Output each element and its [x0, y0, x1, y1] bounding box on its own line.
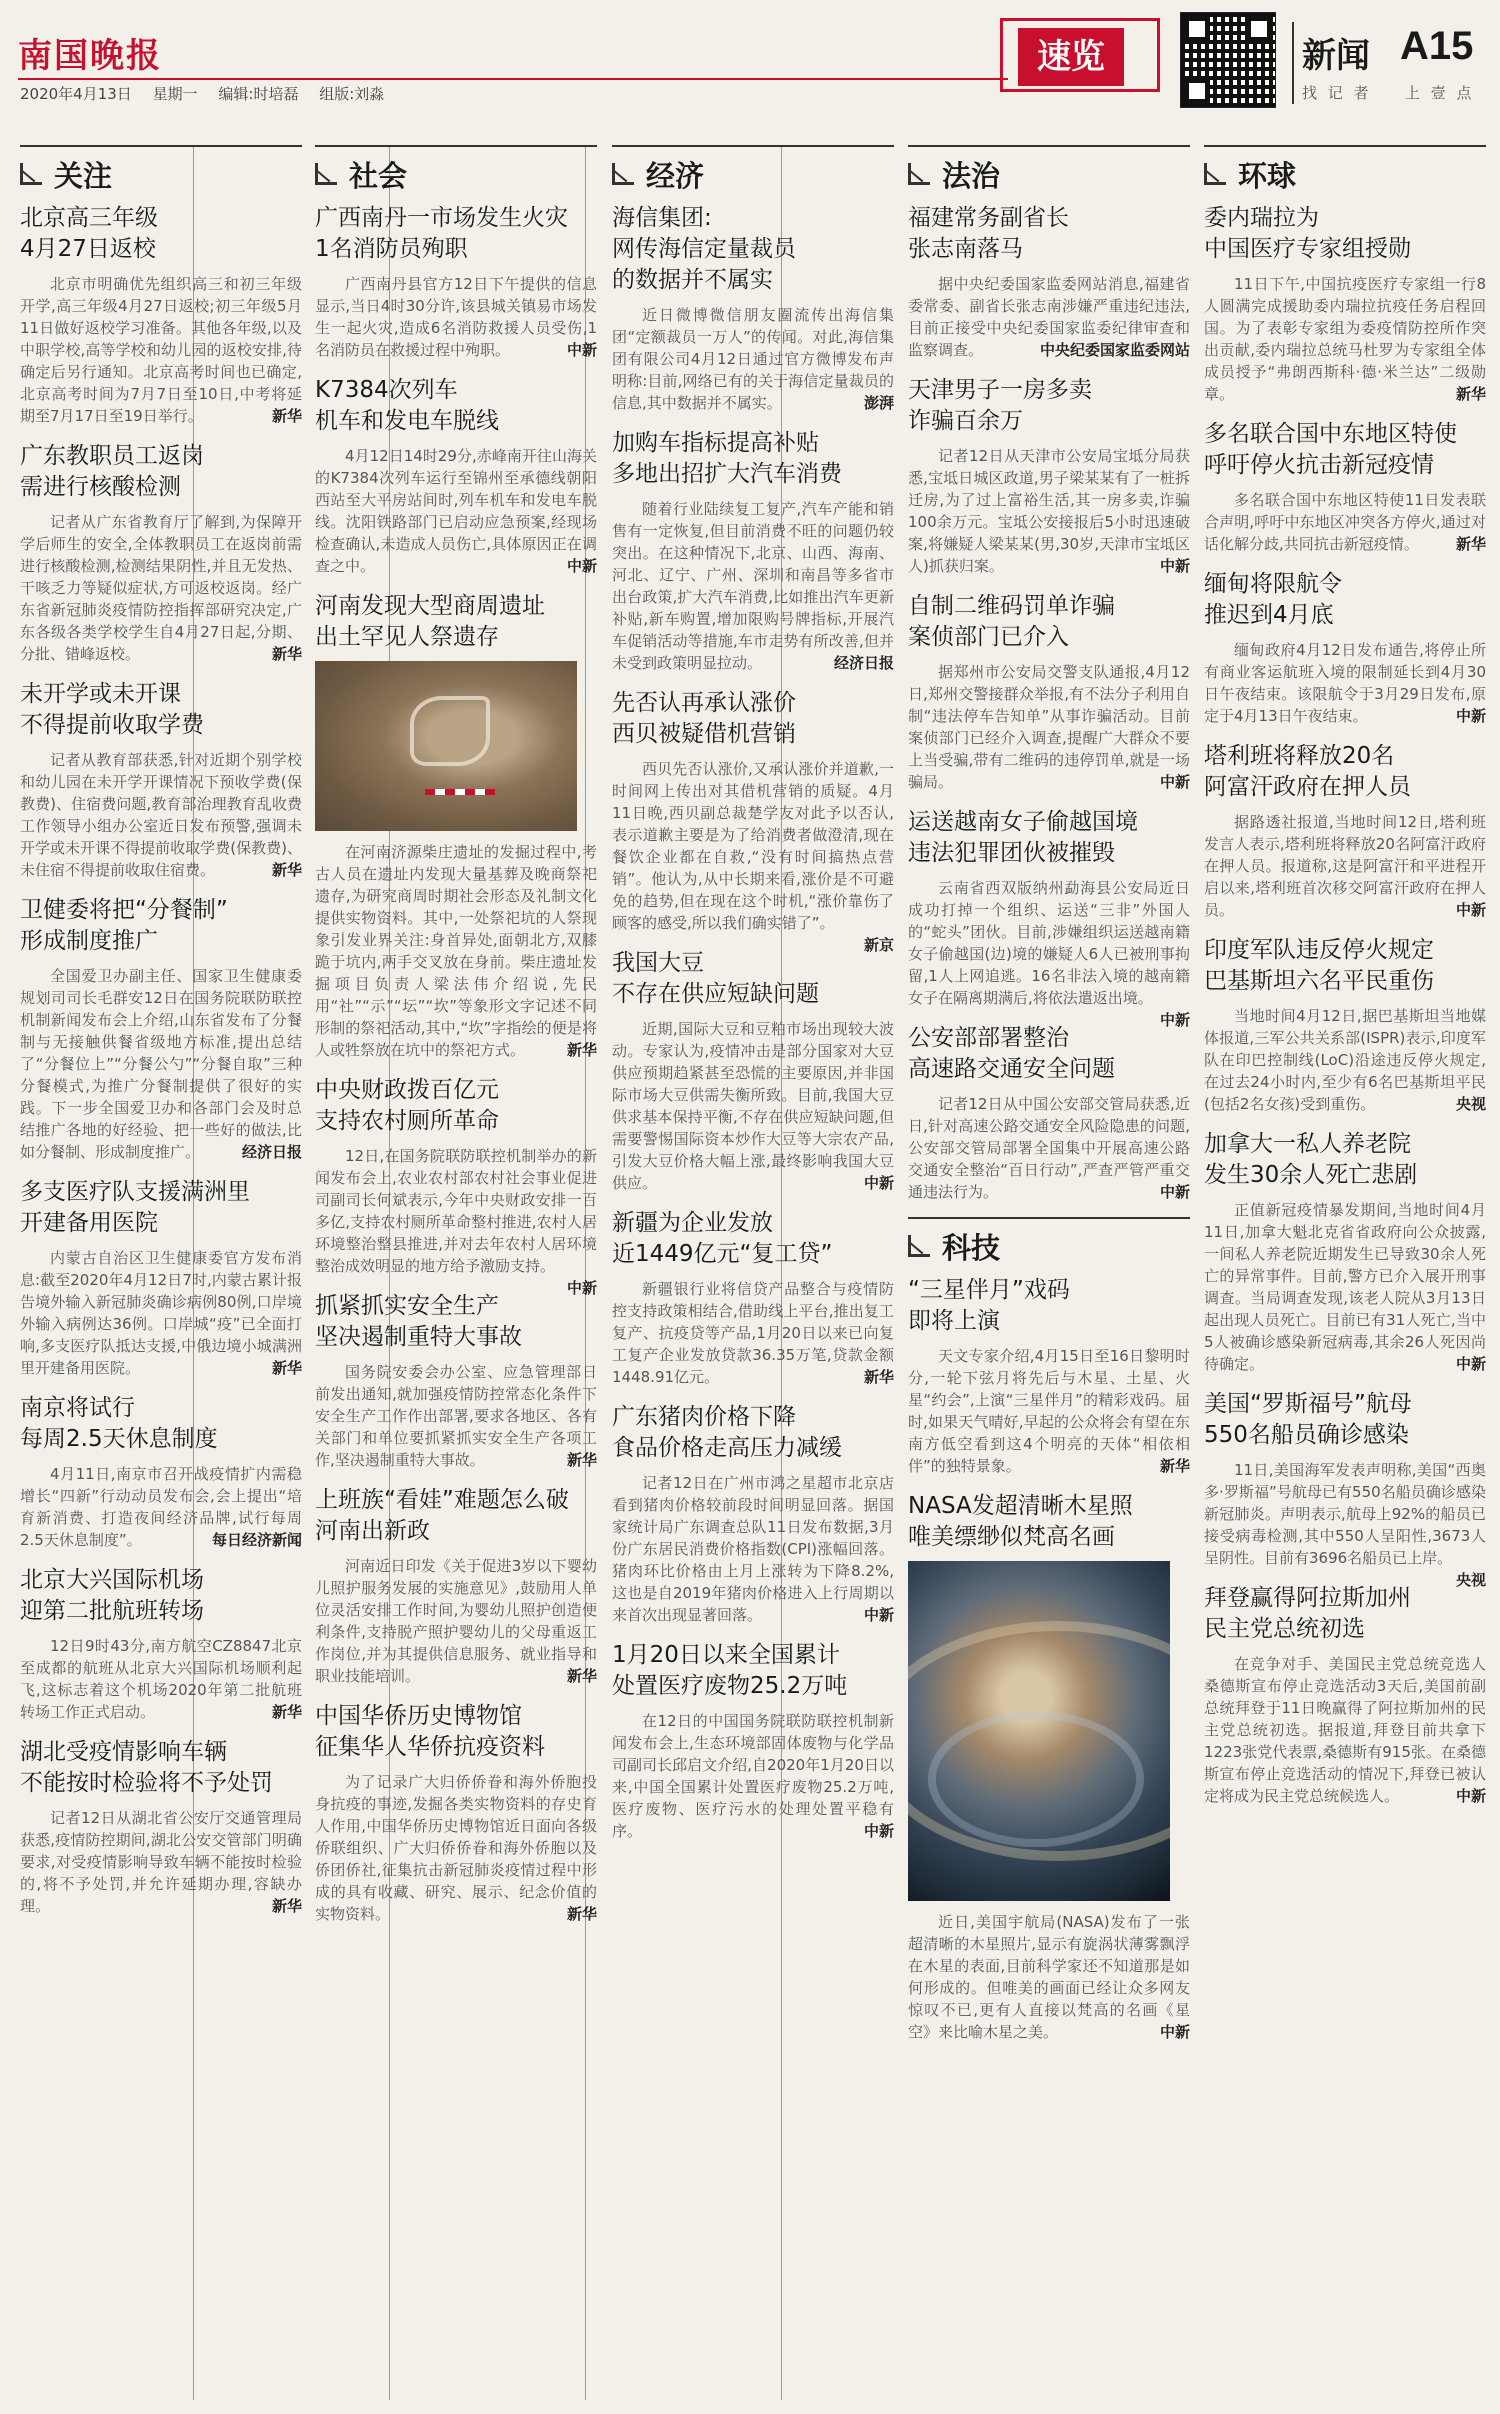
article-body: 西贝先否认涨价,又承认涨价并道歉,一时间网上传出对其借机营销的质疑。4月11日晚,西贝副总裁楚学友对此予以否认,表示道歉主要是为了给消费者做澄清,现在餐饮企业都在自救,“没有时间搞热点营销”。他认为,从中长期来看,涨价是不可避免的趋势,但在现在这个时机,“涨价靠伤了顾客的感受,所以我们确实错了”。 新京 — [612, 760, 894, 954]
article-source: 中新 — [863, 1606, 894, 1624]
column-header — [908, 1217, 1190, 1267]
column-header — [1204, 145, 1486, 195]
article-headline[interactable]: 天津男子一房多卖 诈骗百余万 — [908, 377, 1092, 434]
article-body: 在12日的中国国务院联防联控机制新闻发布会上,生态环境部固体废物与化学品司副司长邱启文介绍,自2020年1月20日以来,中国全国累计处置医疗废物25.2万吨,医疗废物、医疗污水的处理处置平稳有序。 中新 — [612, 1712, 894, 1840]
article-headline[interactable]: 委内瑞拉为 中国医疗专家组授勋 — [1204, 205, 1411, 262]
article[interactable] — [1204, 1129, 1486, 1375]
article-source: 经济日报 — [833, 654, 894, 672]
article-source: 澎湃 — [863, 394, 894, 412]
article-body: 近日,美国宇航局(NASA)发布了一张超清晰的木星照片,显示有旋涡状薄雾飘浮在木星的表面,目前科学家还不知道那是如何形成的。但唯美的画面已经让众多网友惊叹不已,更有人直接以梵高的名画《星空》来比喻木星之美。 中新 — [908, 1913, 1190, 2041]
article[interactable] — [315, 591, 597, 1061]
article-body: 云南省西双版纳州勐海县公安局近日成功打掉一个组织、运送“三非”外国人的“蛇头”团伙。目前,涉嫌组织运送越南籍女子偷越国(边)境的嫌疑人6人已被刑事拘留,1人上网追逃。16名非法入境的越南籍女子在隔离期满后,将依法遣返出境。 中新 — [908, 879, 1190, 1029]
column-2 — [315, 145, 597, 2400]
article-headline[interactable]: K7384次列车 机车和发电车脱线 — [315, 377, 499, 434]
article[interactable] — [908, 375, 1190, 577]
article[interactable] — [20, 1737, 302, 1917]
article-source: 中新 — [1159, 2023, 1190, 2041]
column-title: 经济 — [646, 158, 705, 193]
article-body: 内蒙古自治区卫生健康委官方发布消息:截至2020年4月12日7时,内蒙古累计报告境外输入新冠肺炎确诊病例80例,口岸境外输入病例达36例。口岸城“疫”已全面打响,多支医疗队抵达支援,中俄边境小城满洲里开建备用医院。 新华 — [20, 1249, 302, 1377]
article-headline[interactable]: 塔利班将释放20名 阿富汗政府在押人员 — [1204, 743, 1411, 800]
article[interactable] — [20, 441, 302, 665]
article-headline[interactable]: NASA发超清晰木星照 唯美缥缈似梵高名画 — [908, 1493, 1133, 1550]
contact-label: 上 壹 点 — [1405, 84, 1475, 102]
issue-date: 2020年4月13日 — [20, 85, 132, 103]
article-source: 新华 — [271, 1359, 302, 1377]
article[interactable] — [908, 1023, 1190, 1203]
article-headline[interactable]: 印度军队违反停火规定 巴基斯坦六名平民重伤 — [1204, 937, 1434, 994]
column-title: 环球 — [1238, 158, 1297, 193]
article-headline[interactable]: “三星伴月”戏码 即将上演 — [908, 1277, 1070, 1334]
section-arrow-icon — [612, 163, 634, 185]
article[interactable] — [20, 679, 302, 881]
article-body: 全国爱卫办副主任、国家卫生健康委规划司司长毛群安12日在国务院联防联控机制新闻发布会上介绍,山东省发布了分餐制与无接触供餐省级地方标准,提出总结了“分餐位上”“分餐公勺”“分餐自取”三种分餐模式,为推广分餐制提供了很好的实践。下一步全国爱卫办和各部门会及时总结推广各地的好经验、把一些好的做法,比如分餐制、形成制度推广。 经济日报 — [20, 967, 302, 1161]
article-source: 经济日报 — [241, 1143, 302, 1161]
article[interactable] — [20, 1565, 302, 1723]
article-body: 北京市明确优先组织高三和初三年级开学,高三年级4月27日返校;初三年级5月11日做好返校学习准备。其他各年级,以及中职学校,高等学校和幼儿园的返校安排,待确定后另行通知。北京高考时间也已确定,北京高考时间为7月7日至10日,中考将延期至7月17日至19日举行。 新华 — [20, 275, 302, 425]
article-source: 中新 — [1455, 901, 1486, 919]
masthead — [0, 0, 1500, 120]
article[interactable] — [1204, 569, 1486, 727]
article-body: 12日,在国务院联防联控机制举办的新闻发布会上,农业农村部农村社会事业促进司副司长何斌表示,今年中央财政安排一百多亿,支持农村厕所革命整村推进,农村人居环境整治整县推进,并对去年农村人居环境整治成效明显的地方给予激励支持。 中新 — [315, 1147, 597, 1297]
article-source: 中新 — [566, 1279, 597, 1297]
article[interactable] — [908, 1491, 1190, 2043]
article-body: 天文专家介绍,4月15日至16日黎明时分,一轮下弦月将先后与木星、土星、火星“约会”,上演“三星伴月”的精彩戏码。届时,如果天气晴好,早起的公众将会有望在东南方低空看到这4个明亮的天体“相依相伴”的独特景象。 新华 — [908, 1347, 1190, 1475]
article-body: 多名联合国中东地区特使11日发表联合声明,呼吁中东地区冲突各方停火,通过对话化解分歧,共同抗击新冠疫情。 新华 — [1204, 491, 1486, 553]
article-body: 11日下午,中国抗疫医疗专家组一行8人圆满完成援助委内瑞拉抗疫任务启程回国。为了表彰专家组为委疫情防控所作突出贡献,委内瑞拉总统马杜罗为专家组全体成员授予“弗朗西斯科·德·米兰达”二级勋章。 新华 — [1204, 275, 1486, 403]
article-headline[interactable]: 多支医疗队支援满洲里 开建备用医院 — [20, 1179, 250, 1236]
article[interactable] — [612, 688, 894, 954]
article-body: 正值新冠疫情暴发期间,当地时间4月11日,加拿大魁北克省省政府向公众披露,一间私人养老院近期发生已导致30余人死亡的异常事件。目前,警方已介入展开刑事调查。当局调查发现,该老人院从3月13日起出现人员死亡。目前已有31人死亡,当中5人被确诊感染新冠病毒,其余26人死因尚待确定。 中新 — [1204, 1201, 1486, 1373]
article-source: 新华 — [271, 1703, 302, 1721]
article-body: 记者从教育部获悉,针对近期个别学校和幼儿园在未开学开课情况下预收学费(保教费)、住宿费问题,教育部治理教育乱收费工作领导小组办公室近日发布预警,强调未开学或未开课不得提前收取学费(保教费)、未住宿不得提前收取住宿费。 新华 — [20, 751, 302, 879]
article-body: 据路透社报道,当地时间12日,塔利班发言人表示,塔利班将释放20名阿富汗政府在押人员。报道称,这是阿富汗和平进程开启以来,塔利班首次移交阿富汗政府在押人员。 中新 — [1204, 813, 1486, 919]
article[interactable] — [315, 1701, 597, 1925]
article-headline[interactable]: 美国“罗斯福号”航母 550名船员确诊感染 — [1204, 1391, 1412, 1448]
article-source: 中央纪委国家监委网站 — [1039, 341, 1190, 359]
article-body: 记者12日在广州市鸿之星超市北京店看到猪肉价格较前段时间明显回落。据国家统计局广东调查总队11日发布数据,3月份广东居民消费价格指数(CPI)涨幅回落。猪肉环比价格由上月上涨转为下降8.2%,这也是自2019年猪肉价格进入上行周期以来首次出现显著回落。 中新 — [612, 1474, 894, 1624]
article[interactable] — [20, 895, 302, 1163]
article-body: 在竞争对手、美国民主党总统竞选人桑德斯宣布停止竞选活动3天后,美国前副总统拜登于11日晚赢得了阿拉斯加州的民主党总统初选。据报道,拜登目前共拿下1223张党代表票,桑德斯有915张。在桑德斯宣布停止竞选活动的情况下,拜登已被认定将成为民主党总统候选人。 中新 — [1204, 1655, 1486, 1805]
article-source: 中新 — [863, 1174, 894, 1192]
article[interactable] — [1204, 1583, 1486, 1807]
article-body: 据中央纪委国家监委网站消息,福建省委常委、副省长张志南涉嫌严重违纪违法,目前正接受中央纪委国家监委纪律审查和监察调查。 中央纪委国家监委网站 — [908, 275, 1190, 359]
article-headline[interactable]: 中央财政拨百亿元 支持农村厕所革命 — [315, 1077, 499, 1134]
column-header — [908, 145, 1190, 195]
article-body: 4月11日,南京市召开战疫情扩内需稳增长“四新”行动动员发布会,会上提出“培育新消费、打造夜间经济品牌,试行每周2.5天休息制度”。 每日经济新闻 — [20, 1465, 302, 1549]
article-source: 每日经济新闻 — [211, 1531, 302, 1549]
section-arrow-icon — [315, 163, 337, 185]
article-source: 新华 — [1455, 385, 1486, 403]
article-source: 中新 — [1455, 707, 1486, 725]
dateline — [20, 83, 400, 104]
article-body: 记者12日从湖北省公安厅交通管理局获悉,疫情防控期间,湖北公安交管部门明确要求,对受疫情影响导致车辆不能按时检验的,将不予处罚,并允许延期办理,容缺办理。 新华 — [20, 1809, 302, 1915]
article[interactable] — [612, 1402, 894, 1626]
article-body: 国务院安委会办公室、应急管理部日前发出通知,就加强疫情防控常态化条件下安全生产工作作出部署,要求各地区、各有关部门和单位要抓紧抓实安全生产各项工作,坚决遏制重特大事故。 新华 — [315, 1363, 597, 1469]
article[interactable] — [908, 1275, 1190, 1477]
article-source: 新华 — [566, 1905, 597, 1923]
article-headline[interactable]: 广东猪肉价格下降 食品价格走高压力减缓 — [612, 1404, 842, 1461]
section-arrow-icon — [908, 1235, 930, 1257]
column-header — [315, 145, 597, 195]
archaeology-photo — [315, 661, 577, 831]
article-body: 广西南丹县官方12日下午提供的信息显示,当日4时30分许,该县城关镇易市场发生一起火灾,造成6名消防救援人员受伤,1名消防员在救援过程中殉职。 中新 — [315, 275, 597, 359]
article-source: 央视 — [1455, 1095, 1486, 1113]
article[interactable] — [315, 1075, 597, 1297]
article[interactable] — [315, 375, 597, 577]
article-body: 近期,国际大豆和豆粕市场出现较大波动。专家认为,疫情冲击是部分国家对大豆供应预期趋紧甚至恐慌的主要原因,并非国际市场大豆供需失衡所致。目前,我国大豆供求基本保持平衡,不存在供应短缺问题,但需要警惕国际资本炒作大豆等大宗农产品,引发大豆价格大幅上涨,最终影响我国大豆供应。 中新 — [612, 1020, 894, 1192]
article-body: 在河南济源柴庄遗址的发掘过程中,考古人员在遗址内发现大量基葬及晚商祭祀遗存,为研究商周时期社会形态及礼制文化提供实物资料。其中,一处祭祀坑的人祭现象引发业界关注:身首异处,面朝北方,双膝跪于坑内,两手交叉放在身前。柴庄遗址发掘项目负责人梁法伟介绍说,先民用“社”“示”“坛”“坎”等象形文字记述不同形制的祭祀活动,其中,“坎”字指绘的便是将人或牲祭放在坑中的祭祀方式。 新华 — [315, 843, 597, 1059]
article-headline[interactable]: 1月20日以来全国累计 处置医疗废物25.2万吨 — [612, 1642, 848, 1699]
article[interactable] — [20, 203, 302, 427]
article-source: 新华 — [566, 1041, 597, 1059]
article-headline[interactable]: 多名联合国中东地区特使 呼吁停火抗击新冠疫情 — [1204, 421, 1457, 478]
column-title: 科技 — [942, 1230, 1001, 1265]
column-title: 社会 — [349, 158, 408, 193]
section-arrow-icon — [20, 163, 42, 185]
article-headline[interactable]: 未开学或未开课 不得提前收取学费 — [20, 681, 204, 738]
article-body: 河南近日印发《关于促进3岁以下婴幼儿照护服务发展的实施意见》,鼓励用人单位灵活安排工作时间,为婴幼儿照护创造便利条件,支持脱产照护婴幼儿的父母重返工作岗位,并为其提供信息服务、就业指导和职业技能培训。 新华 — [315, 1557, 597, 1685]
column-title: 关注 — [54, 158, 113, 193]
column-header — [20, 145, 302, 195]
article-source: 新华 — [271, 407, 302, 425]
article-source: 中新 — [1159, 557, 1190, 575]
article[interactable] — [612, 428, 894, 674]
article-body: 近日微博微信朋友圈流传出海信集团“定额裁员一万人”的传闻。对此,海信集团有限公司4月12日通过官方微博发布声明称:目前,网络已有的关于海信定量裁员的信息,其中数据并不属实。 澎湃 — [612, 306, 894, 412]
article-headline[interactable]: 中国华侨历史博物馆 征集华人华侨抗疫资料 — [315, 1703, 545, 1760]
article-headline[interactable]: 湖北受疫情影响车辆 不能按时检验将不予处罚 — [20, 1739, 273, 1796]
article-body: 据郑州市公安局交警支队通报,4月12日,郑州交警接群众举报,有不法分子利用自制“违法停车告知单”从事诈骗活动。目前案侦部门已经介入调查,提醒广大群众不要上当受骗,带有二维码的违停罚单,就是一场骗局。 中新 — [908, 663, 1190, 791]
page-number: A15 — [1400, 24, 1474, 68]
header-rule — [18, 78, 1008, 80]
article-source: 中新 — [1455, 1355, 1486, 1373]
article[interactable] — [315, 1485, 597, 1687]
article[interactable] — [1204, 935, 1486, 1115]
article-source: 新华 — [1159, 1457, 1190, 1475]
article[interactable] — [1204, 741, 1486, 921]
column-5 — [1204, 145, 1486, 2400]
article-source: 中新 — [1159, 1011, 1190, 1029]
article-headline[interactable]: 卫健委将把“分餐制” 形成制度推广 — [20, 897, 228, 954]
article-source: 中新 — [1455, 1787, 1486, 1805]
article[interactable] — [908, 807, 1190, 1029]
article[interactable] — [315, 1291, 597, 1471]
article-headline[interactable]: 我国大豆 不存在供应短缺问题 — [612, 950, 819, 1007]
column-header — [612, 145, 894, 195]
article[interactable] — [20, 1393, 302, 1551]
article-body: 记者12日从中国公安部交管局获悉,近日,针对高速公路交通安全风险隐患的问题,公安部交管局部署全国集中开展高速公路交通安全整治“百日行动”,严查严管严重交通违法行为。 中新 — [908, 1095, 1190, 1201]
article[interactable] — [315, 203, 597, 361]
editor-credit: 编辑:时培磊 — [218, 85, 299, 103]
article-source: 新华 — [1455, 535, 1486, 553]
article[interactable] — [612, 1208, 894, 1388]
article-source: 新华 — [566, 1451, 597, 1469]
article-headline[interactable]: 新疆为企业发放 近1449亿元“复工贷” — [612, 1210, 833, 1267]
article-body: 为了记录广大归侨侨眷和海外侨胞投身抗疫的事迹,发掘各类实物资料的存史育人作用,中国华侨历史博物馆近日面向各级侨联组织、广大归侨侨眷和海外侨胞以及侨团侨社,征集抗击新冠肺炎疫情过程中形成的具有收藏、研究、展示、纪念价值的实物资料。 新华 — [315, 1773, 597, 1923]
article-source: 新华 — [271, 645, 302, 663]
article-source: 中新 — [1159, 1183, 1190, 1201]
article-headline[interactable]: 北京大兴国际机场 迎第二批航班转场 — [20, 1567, 204, 1624]
article-headline[interactable]: 自制二维码罚单诈骗 案侦部门已介入 — [908, 593, 1115, 650]
article[interactable] — [612, 1640, 894, 1842]
article-source: 新京 — [863, 936, 894, 954]
article-body: 4月12日14时29分,赤峰南开往山海关的K7384次列车运行至锦州至承德线朝阳西站至大平房站间时,列车机车和发电车脱线。沈阳铁路部门已启动应急预案,经现场检查确认,未造成人员伤亡,具体原因正在调查之中。 中新 — [315, 447, 597, 575]
article[interactable] — [612, 948, 894, 1194]
article-source: 新华 — [271, 861, 302, 879]
article-source: 中新 — [566, 557, 597, 575]
article-body: 缅甸政府4月12日发布通告,将停止所有商业客运航班入境的限制延长到4月30日午夜结束。该限航令于3月29日发布,原定于4月13日午夜结束。 中新 — [1204, 641, 1486, 725]
article-headline[interactable]: 上班族“看娃”难题怎么破 河南出新政 — [315, 1487, 569, 1544]
article-body: 12日9时43分,南方航空CZ8847北京至成都的航班从北京大兴国际机场顺利起飞,这标志着这个机场2020年第二批航班转场工作正式启动。 新华 — [20, 1637, 302, 1721]
article-body: 11日,美国海军发表声明称,美国“西奥多·罗斯福”号航母已有550名船员确诊感染新冠肺炎。声明表示,航母上92%的船员已接受病毒检测,其中550人呈阳性,3673人呈阴性。目前有3696名船员已上岸。 央视 — [1204, 1461, 1486, 1589]
article-headline[interactable]: 加拿大一私人养老院 发生30余人死亡悲剧 — [1204, 1131, 1418, 1188]
section-tag: 速览 — [1018, 28, 1124, 86]
article-body: 当地时间4月12日,据巴基斯坦当地媒体报道,三军公共关系部(ISPR)表示,印度军队在印巴控制线(LoC)沿途违反停火规定,在过去24小时内,至少有6名巴基斯坦平民(包括2名女孩)受到重伤。 央视 — [1204, 1007, 1486, 1113]
article-headline[interactable]: 福建常务副省长 张志南落马 — [908, 205, 1069, 262]
article[interactable] — [612, 203, 894, 414]
column-title: 法治 — [942, 158, 1001, 193]
article[interactable] — [908, 203, 1190, 361]
article-headline[interactable]: 抓紧抓实安全生产 坚决遏制重特大事故 — [315, 1293, 522, 1350]
newspaper-logo: 南国晚报 — [18, 36, 162, 76]
column-4 — [908, 145, 1190, 2400]
article[interactable] — [20, 1177, 302, 1379]
article-source: 中新 — [1159, 773, 1190, 791]
section-arrow-icon — [1204, 163, 1226, 185]
article-headline[interactable]: 缅甸将限航令 推迟到4月底 — [1204, 571, 1342, 628]
article-headline[interactable]: 河南发现大型商周遗址 出土罕见人祭遗存 — [315, 593, 545, 650]
article-body: 随着行业陆续复工复产,汽车产能和销售有一定恢复,但目前消费不旺的问题仍较突出。在这种情况下,北京、山西、海南、河北、辽宁、广州、深圳和南昌等多省市出台政策,扩大汽车消费,比如推出汽车更新补贴,新车购置,增加限购号牌指标,开展汽车促销活动等措施,车市走势有所改善,但并未受到政策明显拉动。 经济日报 — [612, 500, 894, 672]
design-credit: 组版:刘淼 — [319, 85, 385, 103]
qr-code-icon[interactable] — [1180, 12, 1276, 108]
jupiter-photo — [908, 1561, 1170, 1901]
article-body: 新疆银行业将信贷产品整合与疫情防控支持政策相结合,借助线上平台,推出复工复产、抗疫贷等产品,1月20日以来已向复工复产企业发放贷款36.35万笔,贷款金额1448.91亿元。 新华 — [612, 1280, 894, 1386]
article-source: 新华 — [863, 1368, 894, 1386]
article-headline[interactable]: 北京高三年级 4月27日返校 — [20, 205, 158, 262]
reporter-label: 找 记 者 — [1302, 84, 1372, 102]
article[interactable] — [1204, 1389, 1486, 1589]
article-headline[interactable]: 运送越南女子偷越国境 违法犯罪团伙被摧毁 — [908, 809, 1138, 866]
article-source: 新华 — [566, 1667, 597, 1685]
column-3 — [612, 145, 894, 2400]
article-source: 新华 — [271, 1897, 302, 1915]
article[interactable] — [908, 591, 1190, 793]
article-headline[interactable]: 公安部部署整治 高速路交通安全问题 — [908, 1025, 1115, 1082]
article-headline[interactable]: 广东教职员工返岗 需进行核酸检测 — [20, 443, 204, 500]
header-divider — [1292, 22, 1294, 104]
article[interactable] — [1204, 203, 1486, 405]
article-body: 记者从广东省教育厅了解到,为保障开学后师生的安全,全体教职员工在返岗前需进行核酸检测,检测结果阴性,并且无发热、干咳乏力等疑似症状,方可返校返岗。经广东省新冠肺炎疫情防控指挥部研究决定,广东各级各类学校学生自4月27日起,分期、分批、错峰返校。 新华 — [20, 513, 302, 663]
issue-weekday: 星期一 — [152, 85, 198, 103]
column-1 — [20, 145, 302, 2400]
article-headline[interactable]: 广西南丹一市场发生火灾 1名消防员殉职 — [315, 205, 568, 262]
article-source: 中新 — [863, 1822, 894, 1840]
article-headline[interactable]: 先否认再承认涨价 西贝被疑借机营销 — [612, 690, 796, 747]
bones-shape — [410, 696, 490, 766]
article-source: 央视 — [1455, 1571, 1486, 1589]
article-headline[interactable]: 加购车指标提高补贴 多地出招扩大汽车消费 — [612, 430, 842, 487]
article-headline[interactable]: 拜登赢得阿拉斯加州 民主党总统初选 — [1204, 1585, 1411, 1642]
article-source: 中新 — [566, 341, 597, 359]
section-arrow-icon — [908, 163, 930, 185]
article-body: 记者12日从天津市公安局宝坻分局获悉,宝坻日城区政道,男子梁某某有了一桩拆迁房,为了过上富裕生活,其一房多卖,诈骗100余万元。宝坻公安接报后5小时迅速破案,将嫌疑人梁某某(男,30岁,天津市宝坻区人)抓获归案。 中新 — [908, 447, 1190, 575]
section-name: 新闻 — [1302, 36, 1370, 76]
scale-bar — [425, 789, 495, 795]
article[interactable] — [1204, 419, 1486, 555]
article-headline[interactable]: 海信集团: 网传海信定量裁员 的数据并不属实 — [612, 205, 796, 293]
article-headline[interactable]: 南京将试行 每周2.5天休息制度 — [20, 1395, 218, 1452]
